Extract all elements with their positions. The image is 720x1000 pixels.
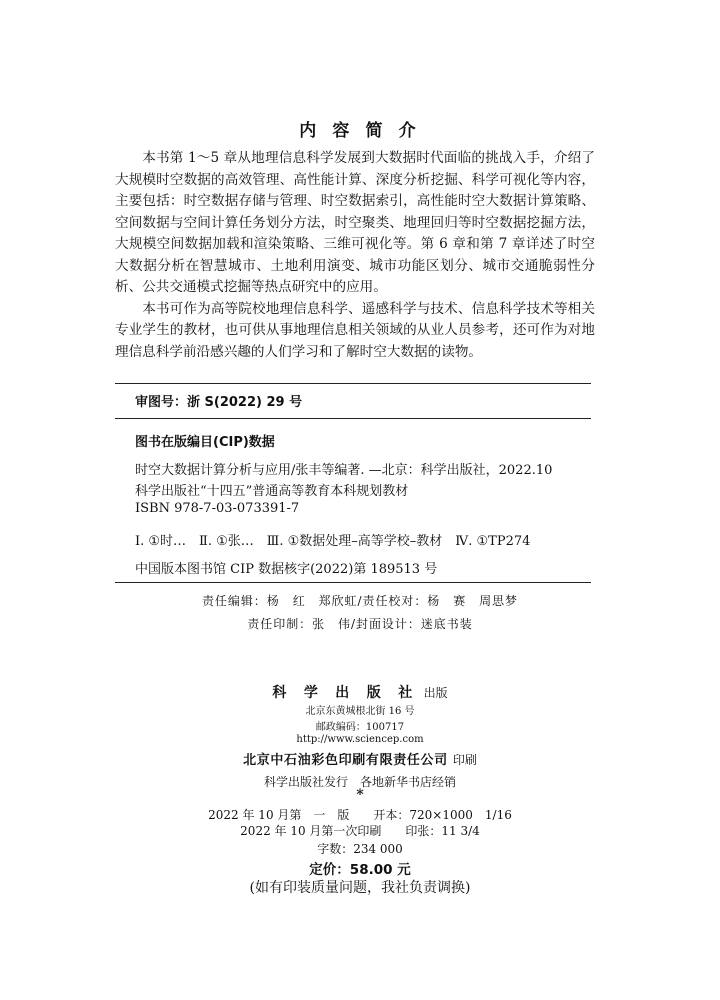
publisher-line	[0, 682, 720, 702]
abstract	[115, 148, 595, 363]
editors-line-1: 责任编辑：杨 红 郑欣虹/责任校对：杨 赛 周思梦	[201, 594, 519, 608]
publisher-address: 北京东黄城根北街 16 号	[305, 706, 415, 717]
map-review-number: 审图号：浙 S(2022) 29 号	[135, 395, 303, 410]
cip-title: 图书在版编目(CIP)数据	[135, 435, 275, 450]
abstract-paragraph-1: 本书第 1～5 章从地理信息科学发展到大数据时代面临的挑战入手，介绍了大规模时空数据的高效管理、高性能计算、深度分析挖掘、科学可视化等内容，主要包括：时空数据存储与管理、时空数据索引，高性能时空大数据计算策略、空间数据与空间计算任务划分方法，时空聚类、地理回归等时空数据挖掘方法，大规模空间数据加载和渲染策略、三维可视化等。第 6 章和第 7 章详述了时空大数据分析在智慧城市、土地利用演变、城市功能区划分、城市交通脆弱性分析、公共交通模式挖掘等热点研究中的应用。	[115, 150, 595, 295]
price: 定价：58.00 元	[309, 862, 411, 878]
edition-line-1: 2022 年 10 月第 一 版 开本：720×1000 1/16	[208, 808, 512, 822]
publisher-url: http://www.sciencep.com	[296, 734, 424, 745]
divider-cip-top	[115, 418, 591, 419]
page-title: 内 容 简 介	[299, 121, 421, 141]
divider-top	[115, 383, 591, 384]
cip-line-title: 时空大数据计算分析与应用/张丰等编著. —北京：科学出版社，2022.10	[135, 463, 553, 478]
printer-suffix: 印刷	[452, 753, 477, 767]
word-count: 字数：234 000	[317, 842, 403, 856]
editors-line-2: 责任印制：张 伟/封面设计：迷底书装	[247, 617, 473, 631]
abstract-paragraph-2: 本书可作为高等院校地理信息科学、遥感科学与技术、信息科学技术等相关专业学生的教材，也可供从事地理信息相关领域的从业人员参考，还可作为对地理信息科学前沿感兴趣的人们学习和了解时空大数据的读物。	[115, 300, 595, 360]
separator-star: *	[356, 787, 364, 803]
cip-line-record-number: 中国版本图书馆 CIP 数据核字(2022)第 189513 号	[135, 562, 438, 577]
distribution-line: 科学出版社发行 各地新华书店经销	[263, 775, 456, 789]
publisher-name: 科 学 出 版 社	[272, 685, 419, 701]
cip-line-isbn: ISBN 978-7-03-073391-7	[135, 501, 300, 516]
printer-name: 北京中石油彩色印刷有限责任公司	[243, 753, 448, 768]
publisher-suffix: 出版	[423, 686, 448, 700]
cip-line-series: 科学出版社“十四五”普通高等教育本科规划教材	[135, 484, 409, 499]
divider-cip-bottom	[115, 582, 591, 583]
printer-line	[0, 749, 720, 768]
publisher-postcode: 邮政编码：100717	[315, 722, 405, 733]
edition-line-2: 2022 年 10 月第一次印刷 印张：11 3/4	[240, 824, 480, 838]
cip-line-classification: Ⅰ. ①时… Ⅱ. ①张… Ⅲ. ①数据处理–高等学校–教材 Ⅳ. ①TP274	[135, 534, 531, 549]
quality-notice: (如有印装质量问题，我社负责调换)	[249, 880, 471, 896]
